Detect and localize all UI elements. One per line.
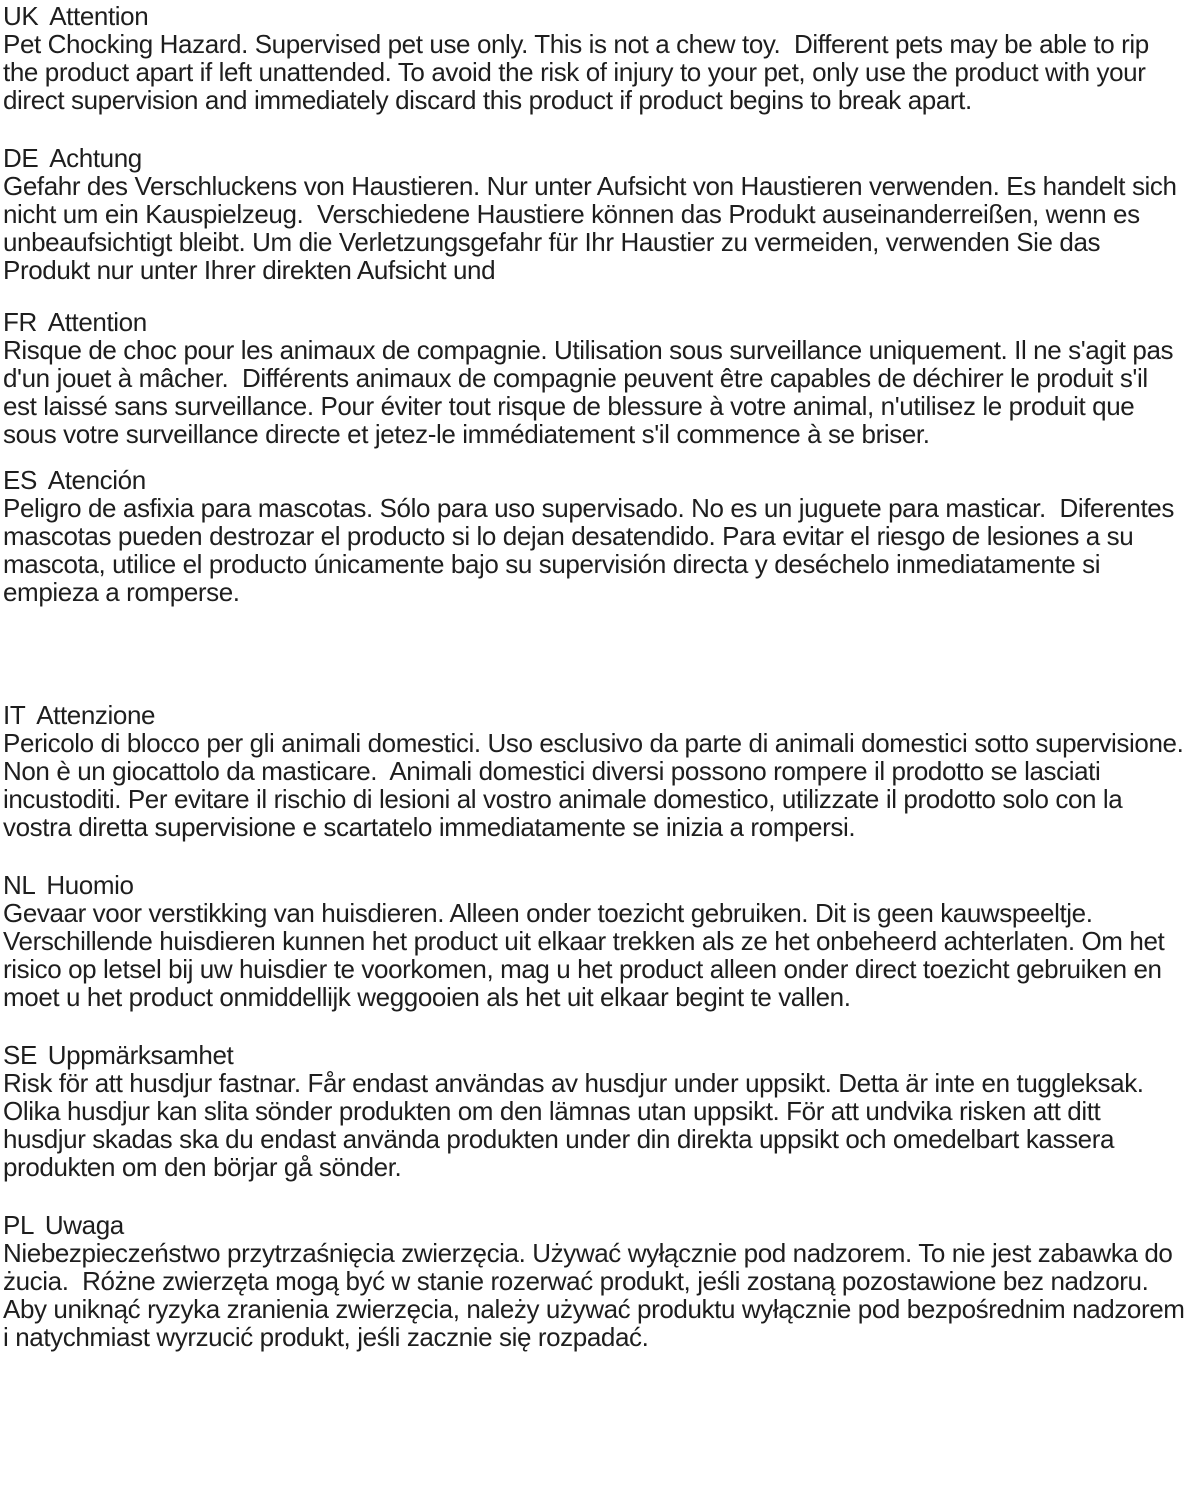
language-code: PL — [3, 1210, 35, 1240]
warning-text-se: Risk för att husdjur fastnar. Får endast användas av husdjur under uppsikt. Detta är inte en tuggleksak. Olika husdjur kan slita sönder produkten om den lämnas utan uppsikt. För att undvika risken att ditt husdjur skadas ska du endast använda produkten under din direkta uppsikt och omedelbart kassera produkten om den börjar gå sönder. — [3, 1068, 1158, 1182]
section-heading-se — [3, 1041, 1187, 1069]
warning-section-de — [3, 144, 1187, 284]
language-code: UK — [3, 1, 39, 31]
section-title: Attention — [49, 1, 149, 31]
language-code: FR — [3, 307, 37, 337]
section-heading-es — [3, 466, 1187, 494]
warning-section-uk — [3, 2, 1187, 114]
language-code: ES — [3, 465, 37, 495]
warning-section-pl — [3, 1210, 1192, 1352]
warning-text-uk: Pet Chocking Hazard. Supervised pet use only. This is not a chew toy. Different pets may be able to rip the product apart if left unattended. To avoid the risk of injury to your pet, only use the product with your direct supervision and immediately discard this product if product begins to break apart. — [3, 29, 1156, 115]
warning-section-it — [3, 700, 1191, 842]
section-heading-uk — [3, 2, 1187, 30]
warning-section-nl — [3, 871, 1187, 1011]
section-title: Uppmärksamhet — [47, 1040, 234, 1070]
section-title: Achtung — [49, 143, 142, 173]
language-code: IT — [3, 700, 26, 730]
section-title: Attention — [47, 307, 147, 337]
section-heading-de — [3, 144, 1187, 172]
section-heading-fr — [3, 308, 1187, 336]
language-code: DE — [3, 143, 39, 173]
section-heading-pl — [3, 1211, 1187, 1239]
language-code: SE — [3, 1040, 37, 1070]
warning-text-pl: Niebezpieczeństwo przytrzaśnięcia zwierzęcia. Używać wyłącznie pod nadzorem. To nie jest zabawka do żucia. Różne zwierzęta mogą być w stanie rozerwać produkt, jeśli zostaną pozostawione bez nadzoru. Aby uniknąć ryzyka zranienia zwierzęcia, należy używać produktu wyłącznie pod bezpośrednim nadzorem i natychmiast wyrzucić produkt, jeśli zacznie się rozpadać. — [3, 1238, 1192, 1352]
warning-section-fr — [3, 308, 1187, 448]
warning-text-nl: Gevaar voor verstikking van huisdieren. Alleen onder toezicht gebruiken. Dit is geen kauwspeeltje. Verschillende huisdieren kunnen het product uit elkaar trekken als ze het onbeheerd achterlaten. Om het risico op letsel bij uw huisdier te voorkomen, mag u het product alleen onder direct toezicht gebruiken en moet u het product onmiddellijk weggooien als het uit elkaar begint te vallen. — [3, 898, 1172, 1012]
warning-section-se — [3, 1041, 1187, 1181]
warning-section-es — [3, 466, 1187, 606]
language-code: NL — [3, 870, 36, 900]
section-heading-nl — [3, 871, 1187, 899]
warning-text-de: Gefahr des Verschluckens von Haustieren. Nur unter Aufsicht von Haustieren verwenden. Es handelt sich nicht um ein Kauspielzeug. Verschiedene Haustiere können das Produkt auseinanderreißen, wenn es unbeaufsichtigt bleibt. Um die Verletzungsgefahr für Ihr Haustier zu vermeiden, verwenden Sie das Produkt nur unter Ihrer direkten Aufsicht und — [3, 171, 1184, 285]
section-title: Uwaga — [44, 1210, 124, 1240]
section-title: Atención — [47, 465, 146, 495]
section-heading-it — [3, 701, 1187, 729]
section-title: Huomio — [46, 870, 134, 900]
warning-text-es: Peligro de asfixia para mascotas. Sólo para uso supervisado. No es un juguete para masticar. Diferentes mascotas pueden destrozar el producto si lo dejan desatendido. Para evitar el riesgo de lesiones a su mascota, utilice el producto únicamente bajo su supervisión directa y deséchelo inmediatamente si empieza a romperse. — [3, 493, 1181, 607]
warning-text-it: Pericolo di blocco per gli animali domestici. Uso esclusivo da parte di animali domestici sotto supervisione. Non è un giocattolo da masticare. Animali domestici diversi possono rompere il prodotto se lasciati incustoditi. Per evitare il rischio di lesioni al vostro animale domestico, utilizzate il prodotto solo con la vostra diretta supervisione e scartatelo immediatamente se inizia a rompersi. — [3, 728, 1191, 842]
warning-text-fr: Risque de choc pour les animaux de compagnie. Utilisation sous surveillance uniquement. Il ne s'agit pas d'un jouet à mâcher. Différents animaux de compagnie peuvent être capables de déchirer le produit s'il est laissé sans surveillance. Pour éviter tout risque de blessure à votre animal, n'utilisez le produit que sous votre surveillance directe et jetez-le immédiatement s'il commence à se briser. — [3, 335, 1180, 449]
section-title: Attenzione — [36, 700, 156, 730]
